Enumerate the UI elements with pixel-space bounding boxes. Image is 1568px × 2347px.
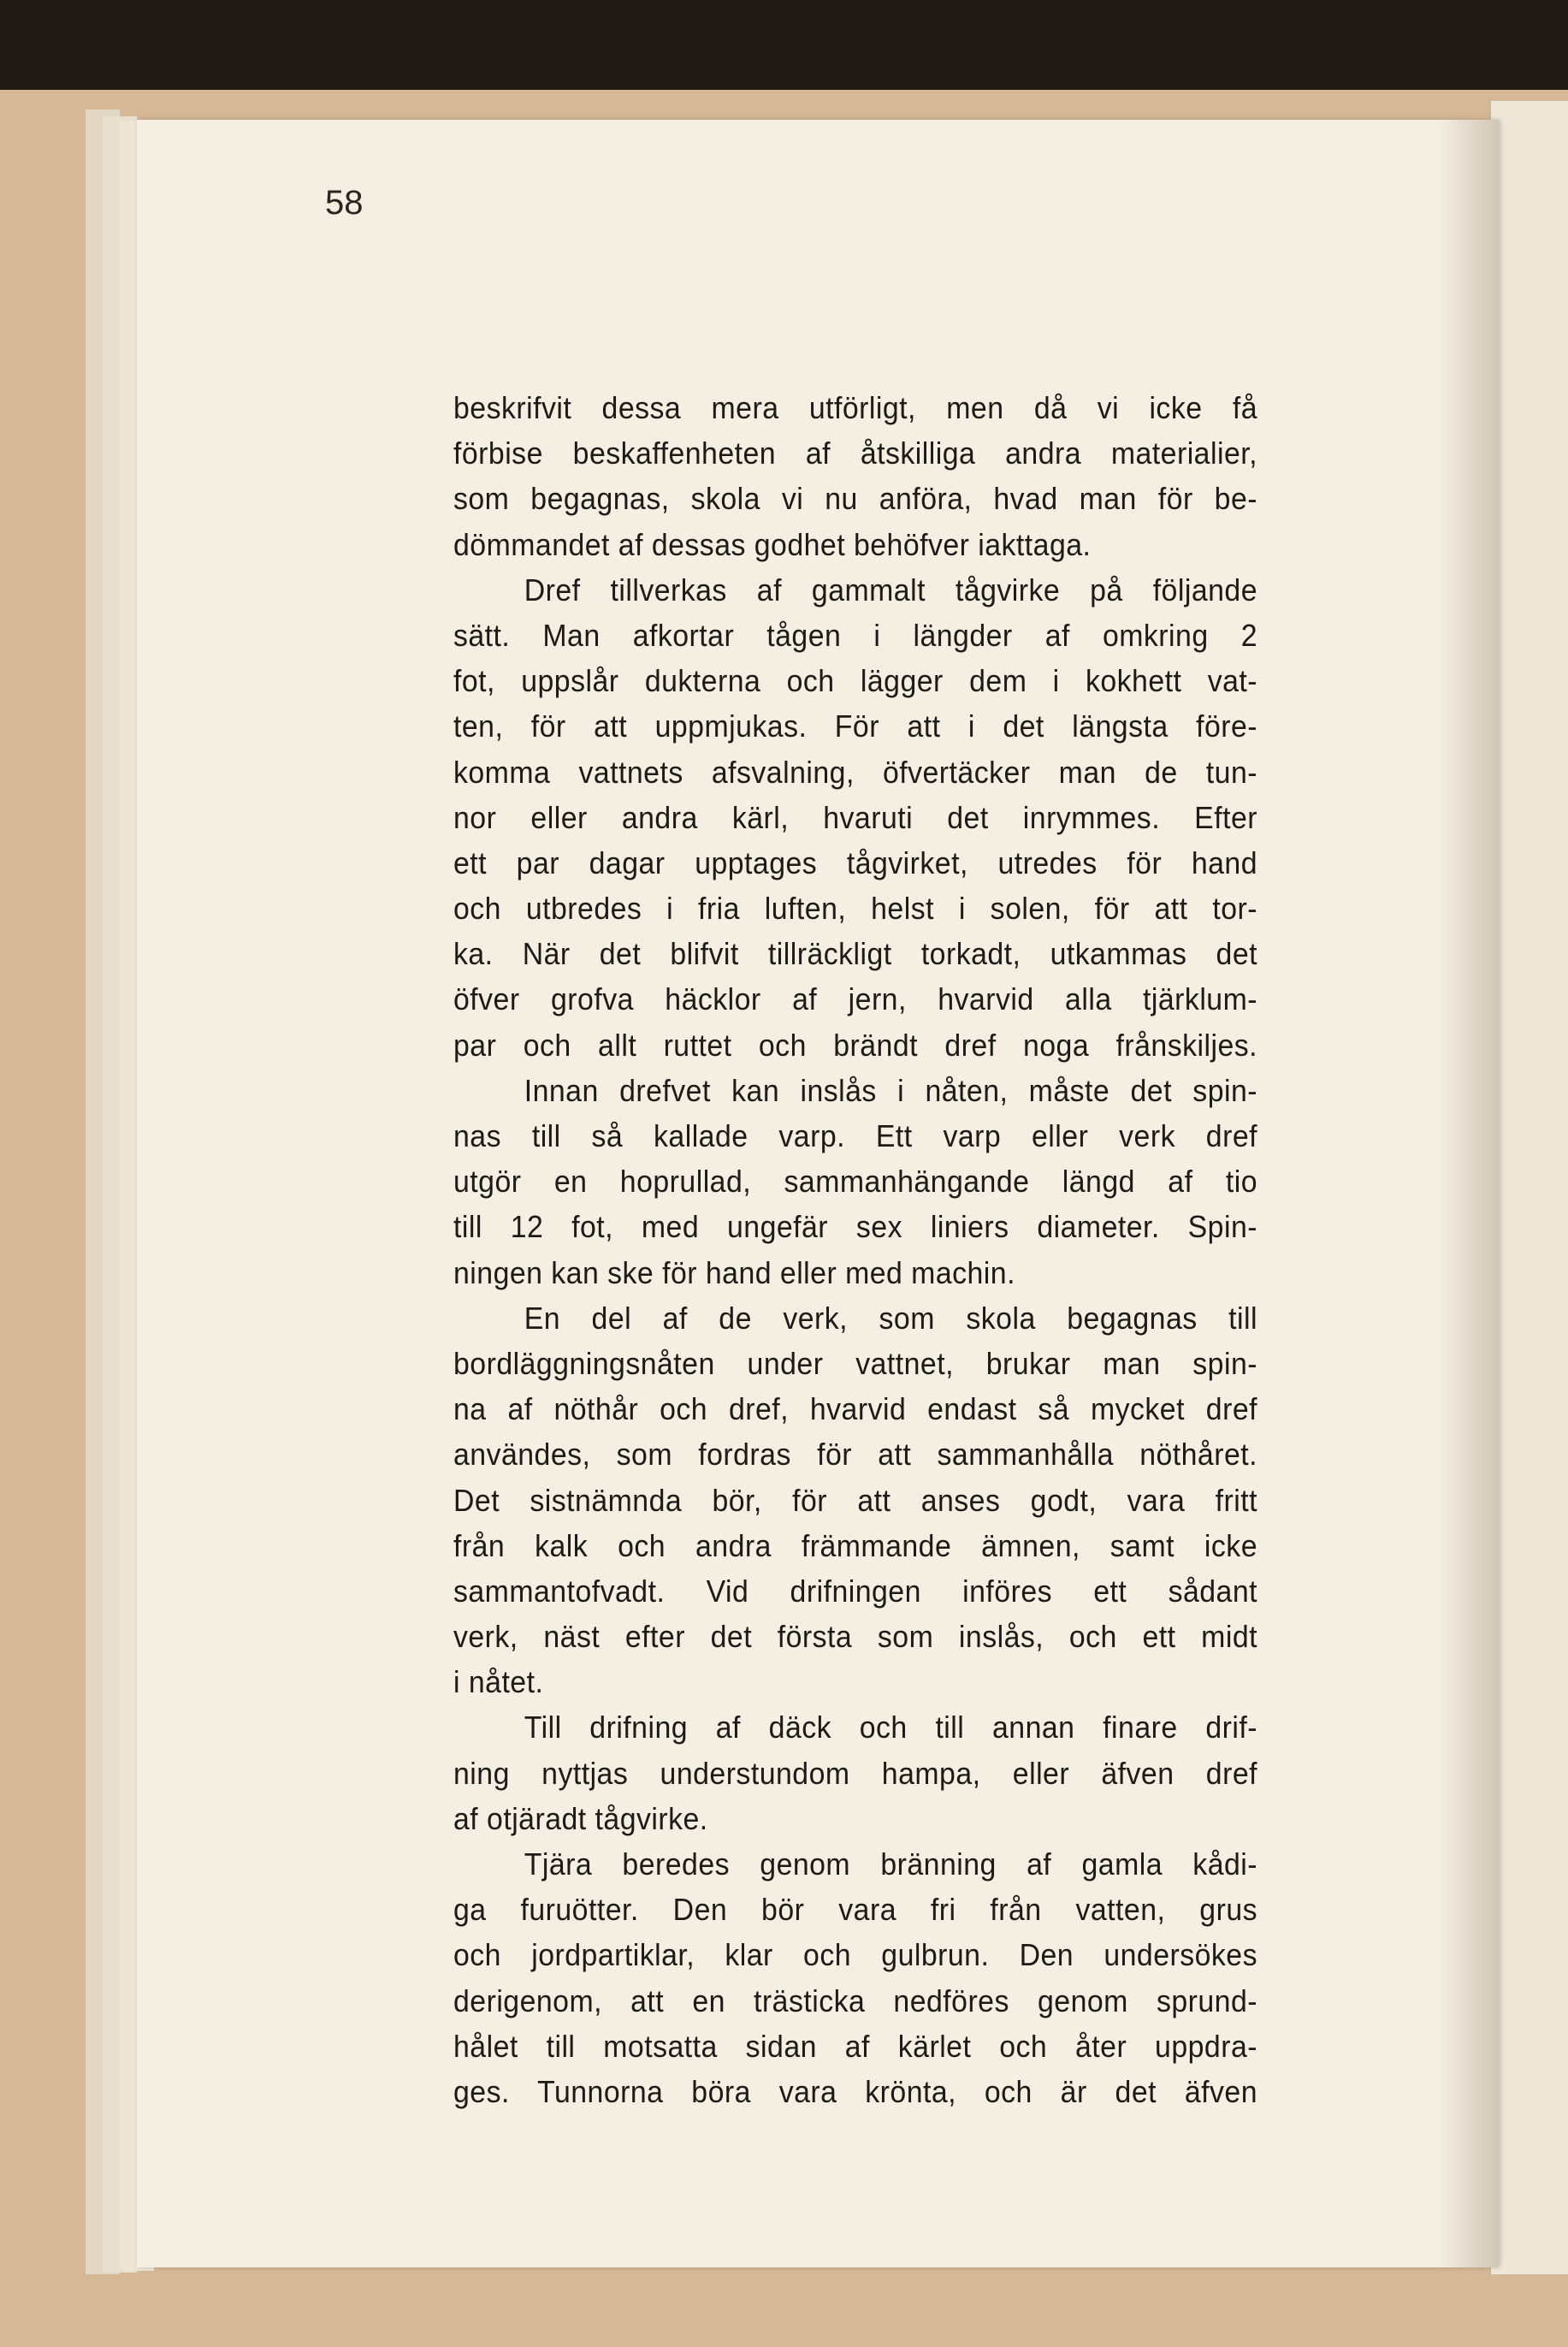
body-text xyxy=(453,385,1257,2114)
text-line: ges. Tunnorna böra vara krönta, och är det äfven xyxy=(453,2073,1257,2109)
text-line: fot, uppslår dukterna och lägger dem i kokhett vat- xyxy=(453,663,1257,699)
text-line: bordläggningsnåten under vattnet, brukar man spin- xyxy=(453,1345,1257,1381)
text-line: dömmandet af dessas godhet behöfver iakttaga. xyxy=(453,526,1092,562)
text-line: ningen kan ske för hand eller med machin. xyxy=(453,1254,1015,1290)
text-line: utgör en hoprullad, sammanhängande längd af tio xyxy=(453,1164,1257,1200)
text-line: användes, som fordras för att sammanhålla nöthåret. xyxy=(453,1437,1257,1473)
text-line: sammantofvadt. Vid drifningen införes ett sådant xyxy=(453,1573,1257,1609)
text-line: Dref tillverkas af gammalt tågvirke på följande xyxy=(524,572,1257,607)
text-line: komma vattnets afsvalning, öfvertäcker man de tun- xyxy=(453,754,1257,790)
text-line: Innan drefvet kan inslås i nåten, måste det spin- xyxy=(524,1072,1257,1108)
text-line: Det sistnämnda bör, för att anses godt, vara fritt xyxy=(453,1482,1257,1518)
page-number: 58 xyxy=(325,184,364,222)
text-line: En del af de verk, som skola begagnas till xyxy=(524,1300,1257,1336)
text-line: öfver grofva häcklor af jern, hvarvid alla tjärklum- xyxy=(453,981,1257,1017)
text-line: ka. När det blifvit tillräckligt torkadt, utkammas det xyxy=(453,936,1257,972)
text-line: af otjäradt tågvirke. xyxy=(453,1800,708,1836)
text-line: och jordpartiklar, klar och gulbrun. Den undersökes xyxy=(453,1937,1257,1973)
text-line: beskrifvit dessa mera utförligt, men då vi icke få xyxy=(453,390,1257,425)
text-line: förbise beskaffenheten af åtskilliga andra materialier, xyxy=(453,436,1257,471)
text-line: ga furuötter. Den bör vara fri från vatten, grus xyxy=(453,1892,1257,1928)
text-line: par och allt ruttet och brändt dref noga frånskiljes. xyxy=(453,1027,1257,1063)
text-line: Tjära beredes genom bränning af gamla kådi- xyxy=(524,1846,1257,1882)
text-line: sätt. Man afkortar tågen i längder af omkring 2 xyxy=(453,617,1257,653)
text-line: ett par dagar upptages tågvirket, utredes för hand xyxy=(453,845,1257,880)
text-line: från kalk och andra främmande ämnen, samt icke xyxy=(453,1527,1257,1563)
text-line: verk, näst efter det första som inslås, och ett midt xyxy=(453,1619,1257,1655)
text-line: Till drifning af däck och till annan finare drif- xyxy=(524,1710,1257,1745)
text-line: ten, för att uppmjukas. För att i det längsta före- xyxy=(453,708,1257,744)
page-gutter-shadow xyxy=(1439,120,1499,2267)
text-line: hålet till motsatta sidan af kärlet och åter uppdra- xyxy=(453,2028,1257,2064)
text-line: nas till så kallade varp. Ett varp eller verk dref xyxy=(453,1118,1257,1153)
text-line: i nåtet. xyxy=(453,1664,544,1700)
text-line: na af nöthår och dref, hvarvid endast så mycket dref xyxy=(453,1391,1257,1427)
text-line: till 12 fot, med ungefär sex liniers diameter. Spin- xyxy=(453,1209,1257,1245)
text-line: nor eller andra kärl, hvaruti det inrymmes. Efter xyxy=(453,799,1257,835)
facing-page-edge xyxy=(1488,101,1568,2274)
text-line: ning nyttjas understundom hampa, eller äfven dref xyxy=(453,1755,1257,1791)
text-line: och utbredes i fria luften, helst i solen, för att tor- xyxy=(453,891,1257,927)
text-line: derigenom, att en trästicka nedföres genom sprund- xyxy=(453,1983,1257,2018)
text-line: som begagnas, skola vi nu anföra, hvad man för be- xyxy=(453,481,1257,517)
